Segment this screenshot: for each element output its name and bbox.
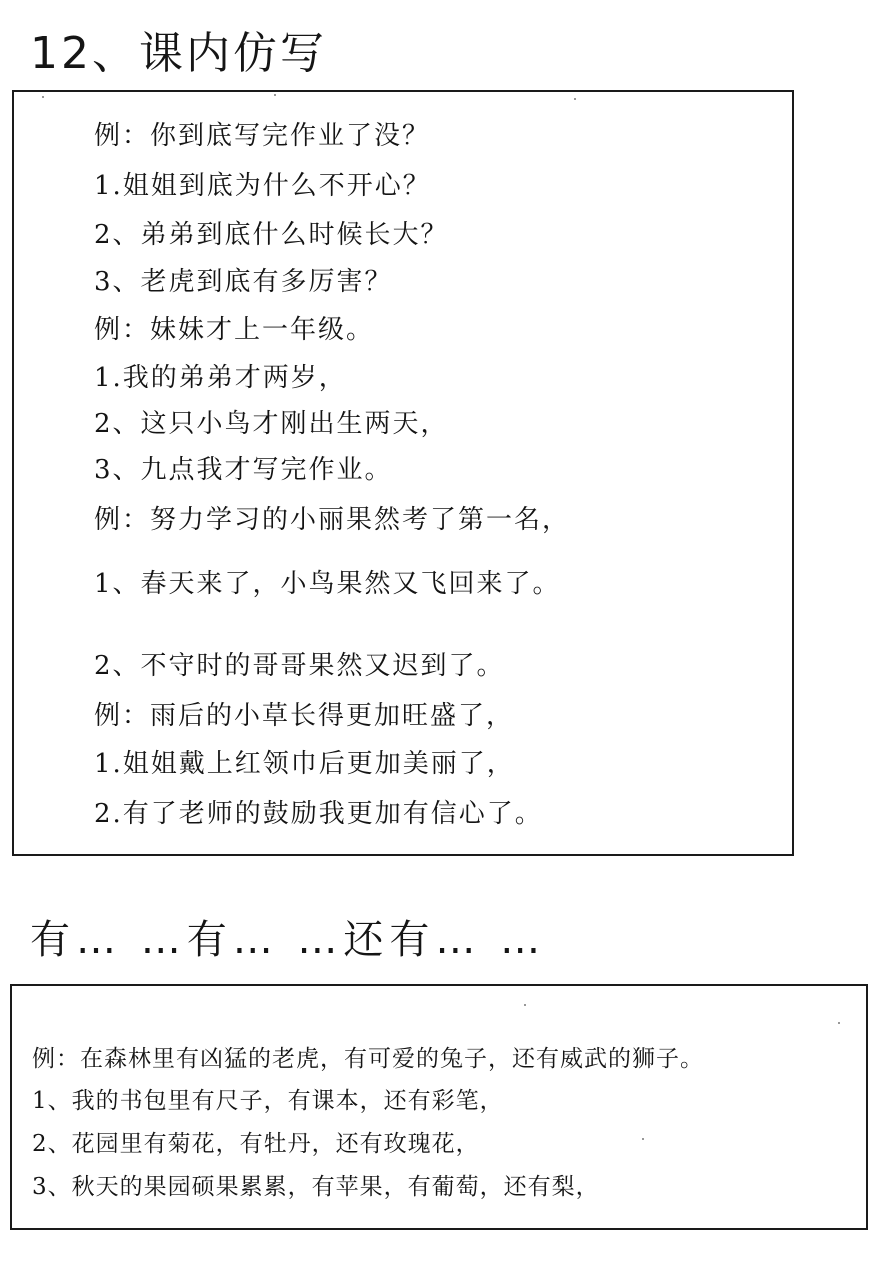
scan-speck xyxy=(274,94,276,96)
sentence-line: 2、不守时的哥哥果然又迟到了。 xyxy=(94,651,505,681)
sentence-line: 3、九点我才写完作业。 xyxy=(94,455,393,485)
sentence-line: 1、春天来了，小鸟果然又飞回来了。 xyxy=(94,569,561,599)
scan-speck xyxy=(574,98,576,100)
section-2-box xyxy=(10,984,868,1230)
sentence-line: 3、老虎到底有多厉害？ xyxy=(94,267,393,297)
sentence-line: 3、秋天的果园硕果累累，有苹果，有葡萄，还有梨， xyxy=(32,1174,600,1200)
sentence-line: 1.我的弟弟才两岁， xyxy=(94,363,347,393)
scan-speck xyxy=(838,1022,840,1024)
sentence-line: 例：在森林里有凶猛的老虎，有可爱的兔子，还有威武的狮子。 xyxy=(32,1046,704,1072)
section-1-box xyxy=(12,90,794,856)
sentence-line: 1.姐姐到底为什么不开心？ xyxy=(94,171,431,201)
sentence-line: 例：妹妹才上一年级。 xyxy=(94,315,375,345)
scan-speck xyxy=(524,1004,526,1006)
sentence-line: 2、这只小鸟才刚出生两天， xyxy=(94,409,449,439)
sentence-line: 2.有了老师的鼓励我更加有信心了。 xyxy=(94,799,543,829)
sentence-line: 2、花园里有菊花，有牡丹，还有玫瑰花， xyxy=(32,1131,480,1157)
sentence-line: 例：雨后的小草长得更加旺盛了， xyxy=(94,701,515,731)
sentence-line: 2、弟弟到底什么时候长大？ xyxy=(94,220,449,250)
sentence-line: 1.姐姐戴上红领巾后更加美丽了， xyxy=(94,749,515,779)
sentence-line: 1、我的书包里有尺子，有课本，还有彩笔， xyxy=(32,1088,504,1114)
sentence-line: 例：努力学习的小丽果然考了第一名， xyxy=(94,505,571,535)
section-1-title: 12、课内仿写 xyxy=(30,28,327,79)
sentence-line: 例：你到底写完作业了没？ xyxy=(94,121,431,151)
scan-speck xyxy=(42,96,44,98)
scan-speck xyxy=(642,1138,644,1140)
section-2-title: 有… …有… …还有… … xyxy=(30,917,547,963)
